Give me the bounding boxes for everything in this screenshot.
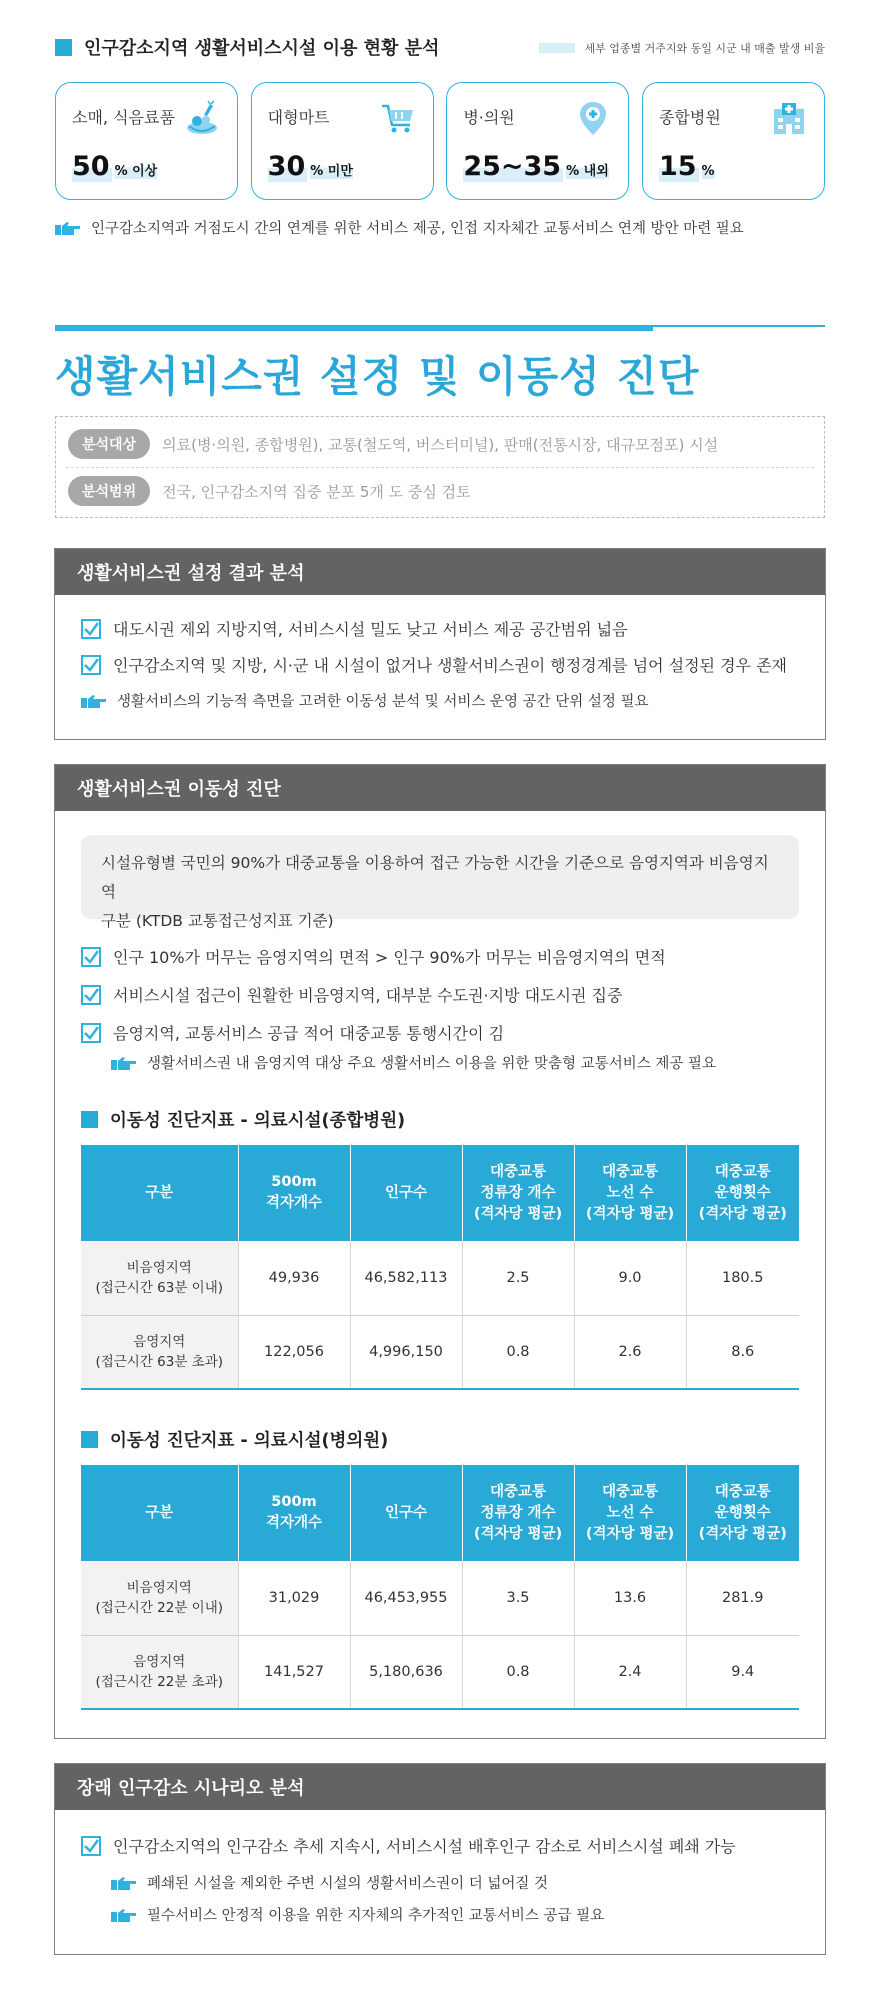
- usage-note: [55, 217, 744, 238]
- panel-note-text: 폐쇄된 시설을 제외한 주변 시설의 생활서비스권이 더 넓어질 것: [147, 1876, 549, 1892]
- grocery-icon: [183, 99, 221, 137]
- row-header: [81, 1561, 238, 1635]
- header-line: 인구수: [384, 1184, 428, 1201]
- table-header-row: [81, 1465, 799, 1561]
- col-header: [81, 1465, 238, 1561]
- table-clinic: [81, 1465, 799, 1710]
- legend-swatch: [539, 43, 575, 53]
- table-cell: 31,029: [238, 1561, 350, 1635]
- stat-card-mart: [251, 82, 434, 200]
- table-cell: 46,582,113: [350, 1241, 462, 1315]
- header-line: 대중교통: [714, 1483, 771, 1500]
- header-line: (격자당 평균): [585, 1525, 675, 1542]
- panel-note-text: 생활서비스의 기능적 측면을 고려한 이동성 분석 및 서비스 운영 공간 단위 설정 필요: [117, 694, 649, 710]
- checkbox-checked-icon: [81, 1023, 101, 1043]
- page-title: 생활서비스권 설정 및 이동성 진단: [55, 352, 700, 401]
- col-header: [462, 1145, 574, 1241]
- card-label: 대형마트: [267, 108, 330, 127]
- scope-row-target: [68, 429, 718, 459]
- row-header: [81, 1635, 238, 1709]
- header-line: (격자당 평균): [698, 1205, 787, 1222]
- header-line: 구분: [145, 1184, 174, 1201]
- col-header: [574, 1465, 686, 1561]
- table-cell: 5,180,636: [350, 1635, 462, 1709]
- card-value-unit: % 미만: [310, 160, 353, 179]
- checkbox-checked-icon: [81, 985, 101, 1005]
- table-cell: 9.0: [574, 1241, 686, 1315]
- panel-mobility-diagnosis: [54, 764, 826, 1739]
- header-line: 500m: [271, 1174, 317, 1190]
- header-line: 노선 수: [606, 1184, 654, 1201]
- table-cell: 8.6: [686, 1315, 799, 1389]
- table-general-hospital: [81, 1145, 799, 1390]
- table-row: [81, 1561, 799, 1635]
- col-header: [686, 1465, 799, 1561]
- header-line: 구분: [145, 1504, 174, 1521]
- table-header-row: [81, 1145, 799, 1241]
- table-row: [81, 1315, 799, 1389]
- scope-divider: [66, 467, 814, 468]
- header-line: 격자개수: [265, 1515, 323, 1531]
- check-item: [81, 945, 666, 968]
- pointing-hand-icon: [111, 1907, 137, 1923]
- table-title-text: 이동성 진단지표 - 의료시설(병의원): [110, 1431, 389, 1451]
- panel-note: [81, 690, 649, 711]
- header-line: 운행횟수: [714, 1184, 771, 1201]
- pointing-hand-icon: [81, 693, 107, 709]
- panel-service-area-result: [54, 548, 826, 740]
- check-item: [81, 983, 622, 1006]
- info-text-line1: 시설유형별 국민의 90%가 대중교통을 이용하여 접근 가능한 시간을 기준으로 음영지역과 비음영지역: [101, 854, 769, 901]
- card-value-unit: % 내외: [566, 160, 609, 179]
- legend: [539, 40, 826, 56]
- row-sublabel: (접근시간 63분 초과): [95, 1353, 224, 1370]
- stat-card-hospital: [642, 82, 825, 200]
- row-label: 음영지역: [133, 1653, 186, 1670]
- check-text: 음영지역, 교통서비스 공급 적어 대중교통 통행시간이 김: [113, 1024, 505, 1043]
- header-line: 노선 수: [606, 1504, 654, 1521]
- row-label: 음영지역: [133, 1333, 186, 1350]
- header-line: 대중교통: [601, 1163, 659, 1180]
- checkbox-checked-icon: [81, 619, 101, 639]
- check-item: [81, 617, 628, 640]
- card-value: [659, 151, 715, 182]
- table-cell: 4,996,150: [350, 1315, 462, 1389]
- panel-note: [111, 1904, 604, 1925]
- card-value-number: 15: [658, 151, 697, 182]
- card-label: 소매, 식음료품: [72, 108, 175, 127]
- col-header: [238, 1145, 350, 1241]
- check-item: [81, 1021, 504, 1044]
- header-line: 정류장 개수: [480, 1504, 556, 1521]
- col-header: [81, 1145, 238, 1241]
- header-line: (격자당 평균): [585, 1205, 675, 1222]
- header-line: 격자개수: [265, 1195, 323, 1211]
- table-title-clinic: [81, 1427, 388, 1452]
- heading-rule-accent: [55, 325, 653, 331]
- table-cell: 2.4: [574, 1635, 686, 1709]
- panel-note-text: 생활서비스권 내 음영지역 대상 주요 생활서비스 이용을 위한 맞춤형 교통서비스 제공 필요: [147, 1056, 716, 1072]
- panel-population-scenario: [54, 1763, 826, 1955]
- card-value: [72, 151, 157, 182]
- table-cell: 0.8: [462, 1315, 574, 1389]
- checkbox-checked-icon: [81, 655, 101, 675]
- card-value-number: 50: [72, 151, 110, 182]
- header-line: 500m: [271, 1494, 317, 1510]
- table-row: [81, 1635, 799, 1709]
- scope-row-range: [68, 476, 471, 506]
- table-cell: 2.6: [574, 1315, 686, 1389]
- row-sublabel: (접근시간 22분 초과): [95, 1673, 224, 1690]
- pointing-hand-icon: [111, 1055, 137, 1071]
- table-title-text: 이동성 진단지표 - 의료시설(종합병원): [110, 1111, 406, 1131]
- check-text: 인구 10%가 머무는 음영지역의 면적 > 인구 90%가 머무는 비음영지역의 면적: [113, 948, 666, 967]
- panel-title: 장래 인구감소 시나리오 분석: [55, 1764, 825, 1810]
- scope-text: 전국, 인구감소지역 집중 분포 5개 도 중심 검토: [162, 482, 471, 501]
- header-line: 대중교통: [714, 1163, 771, 1180]
- card-value-number: 30: [267, 151, 306, 182]
- table-cell: 3.5: [462, 1561, 574, 1635]
- header-line: 인구수: [384, 1504, 428, 1521]
- card-value: [268, 151, 353, 182]
- legend-label: 세부 업종별 거주지와 동일 시군 내 매출 발생 비율: [584, 42, 825, 55]
- table-cell: 122,056: [238, 1315, 350, 1389]
- card-label: 병·의원: [463, 108, 515, 127]
- row-sublabel: (접근시간 63분 이내): [95, 1279, 224, 1296]
- header-line: 대중교통: [601, 1483, 659, 1500]
- check-text: 인구감소지역 및 지방, 시·군 내 시설이 없거나 생활서비스권이 행정경계를 넘어 설정된 경우 존재: [113, 656, 787, 675]
- table-cell: 9.4: [686, 1635, 799, 1709]
- card-value-number: 25~35: [463, 151, 562, 182]
- check-text: 대도시권 제외 지방지역, 서비스시설 밀도 낮고 서비스 제공 공간범위 넓음: [113, 620, 628, 639]
- info-box: [81, 835, 799, 930]
- panel-title: 생활서비스권 이동성 진단: [55, 765, 825, 811]
- row-sublabel: (접근시간 22분 이내): [95, 1599, 224, 1616]
- info-text-line2: 구분 (KTDB 교통접근성지표 기준): [101, 912, 334, 930]
- header-line: (격자당 평균): [473, 1205, 563, 1222]
- analysis-scope-box: [55, 416, 825, 518]
- table-cell: 180.5: [686, 1241, 799, 1315]
- stat-cards: [55, 82, 825, 200]
- table-cell: 281.9: [686, 1561, 799, 1635]
- card-value-unit: % 이상: [115, 160, 158, 179]
- table-cell: 13.6: [574, 1561, 686, 1635]
- row-header: [81, 1241, 238, 1315]
- row-header: [81, 1315, 238, 1389]
- scope-tag: 분석대상: [68, 429, 150, 459]
- panel-title: 생활서비스권 설정 결과 분석: [55, 549, 825, 595]
- cart-icon: [379, 99, 417, 137]
- header-line: 대중교통: [489, 1483, 547, 1500]
- square-bullet-icon: [55, 39, 72, 56]
- pointing-hand-icon: [111, 1875, 137, 1891]
- check-text: 인구감소지역의 인구감소 추세 지속시, 서비스시설 배후인구 감소로 서비스시설 폐쇄 가능: [113, 1837, 736, 1856]
- scope-text: 의료(병·의원, 종합병원), 교통(철도역, 버스터미널), 판매(전통시장, 대규모점포) 시설: [162, 435, 719, 454]
- header-line: 대중교통: [489, 1163, 547, 1180]
- header-line: 정류장 개수: [480, 1184, 556, 1201]
- panel-note-text: 필수서비스 안정적 이용을 위한 지자체의 추가적인 교통서비스 공급 필요: [147, 1908, 605, 1924]
- card-value-unit: %: [701, 164, 715, 179]
- col-header: [574, 1145, 686, 1241]
- location-pin-icon: [574, 99, 612, 137]
- card-label: 종합병원: [658, 108, 721, 127]
- square-bullet-icon: [81, 1111, 98, 1128]
- table-cell: 0.8: [462, 1635, 574, 1709]
- check-item: [81, 653, 787, 676]
- square-bullet-icon: [81, 1431, 98, 1448]
- table-cell: 141,527: [238, 1635, 350, 1709]
- row-label: 비음영지역: [126, 1259, 192, 1276]
- section-title-usage: [55, 34, 439, 60]
- stat-card-clinic: [446, 82, 629, 200]
- col-header: [238, 1465, 350, 1561]
- hospital-icon: [770, 99, 808, 137]
- col-header: [350, 1465, 462, 1561]
- table-cell: 49,936: [238, 1241, 350, 1315]
- table-row: [81, 1241, 799, 1315]
- checkbox-checked-icon: [81, 1836, 101, 1856]
- header-line: (격자당 평균): [698, 1525, 787, 1542]
- table-cell: 2.5: [462, 1241, 574, 1315]
- usage-title: 인구감소지역 생활서비스시설 이용 현황 분석: [84, 38, 440, 59]
- usage-note-text: 인구감소지역과 거점도시 간의 연계를 위한 서비스 제공, 인접 지자체간 교통서비스 연계 방안 마련 필요: [91, 221, 744, 237]
- col-header: [686, 1145, 799, 1241]
- table-title-general-hospital: [81, 1107, 405, 1132]
- row-label: 비음영지역: [126, 1579, 192, 1596]
- col-header: [462, 1465, 574, 1561]
- col-header: [350, 1145, 462, 1241]
- pointing-hand-icon: [55, 220, 81, 236]
- checkbox-checked-icon: [81, 947, 101, 967]
- stat-card-retail: [55, 82, 238, 200]
- table-cell: 46,453,955: [350, 1561, 462, 1635]
- panel-note: [111, 1052, 716, 1073]
- header-line: (격자당 평균): [473, 1525, 563, 1542]
- scope-tag: 분석범위: [68, 476, 150, 506]
- check-item: [81, 1834, 736, 1857]
- check-text: 서비스시설 접근이 원활한 비음영지역, 대부분 수도권·지방 대도시권 집중: [113, 986, 623, 1005]
- panel-note: [111, 1872, 548, 1893]
- card-value: [463, 151, 608, 182]
- header-line: 운행횟수: [714, 1504, 771, 1521]
